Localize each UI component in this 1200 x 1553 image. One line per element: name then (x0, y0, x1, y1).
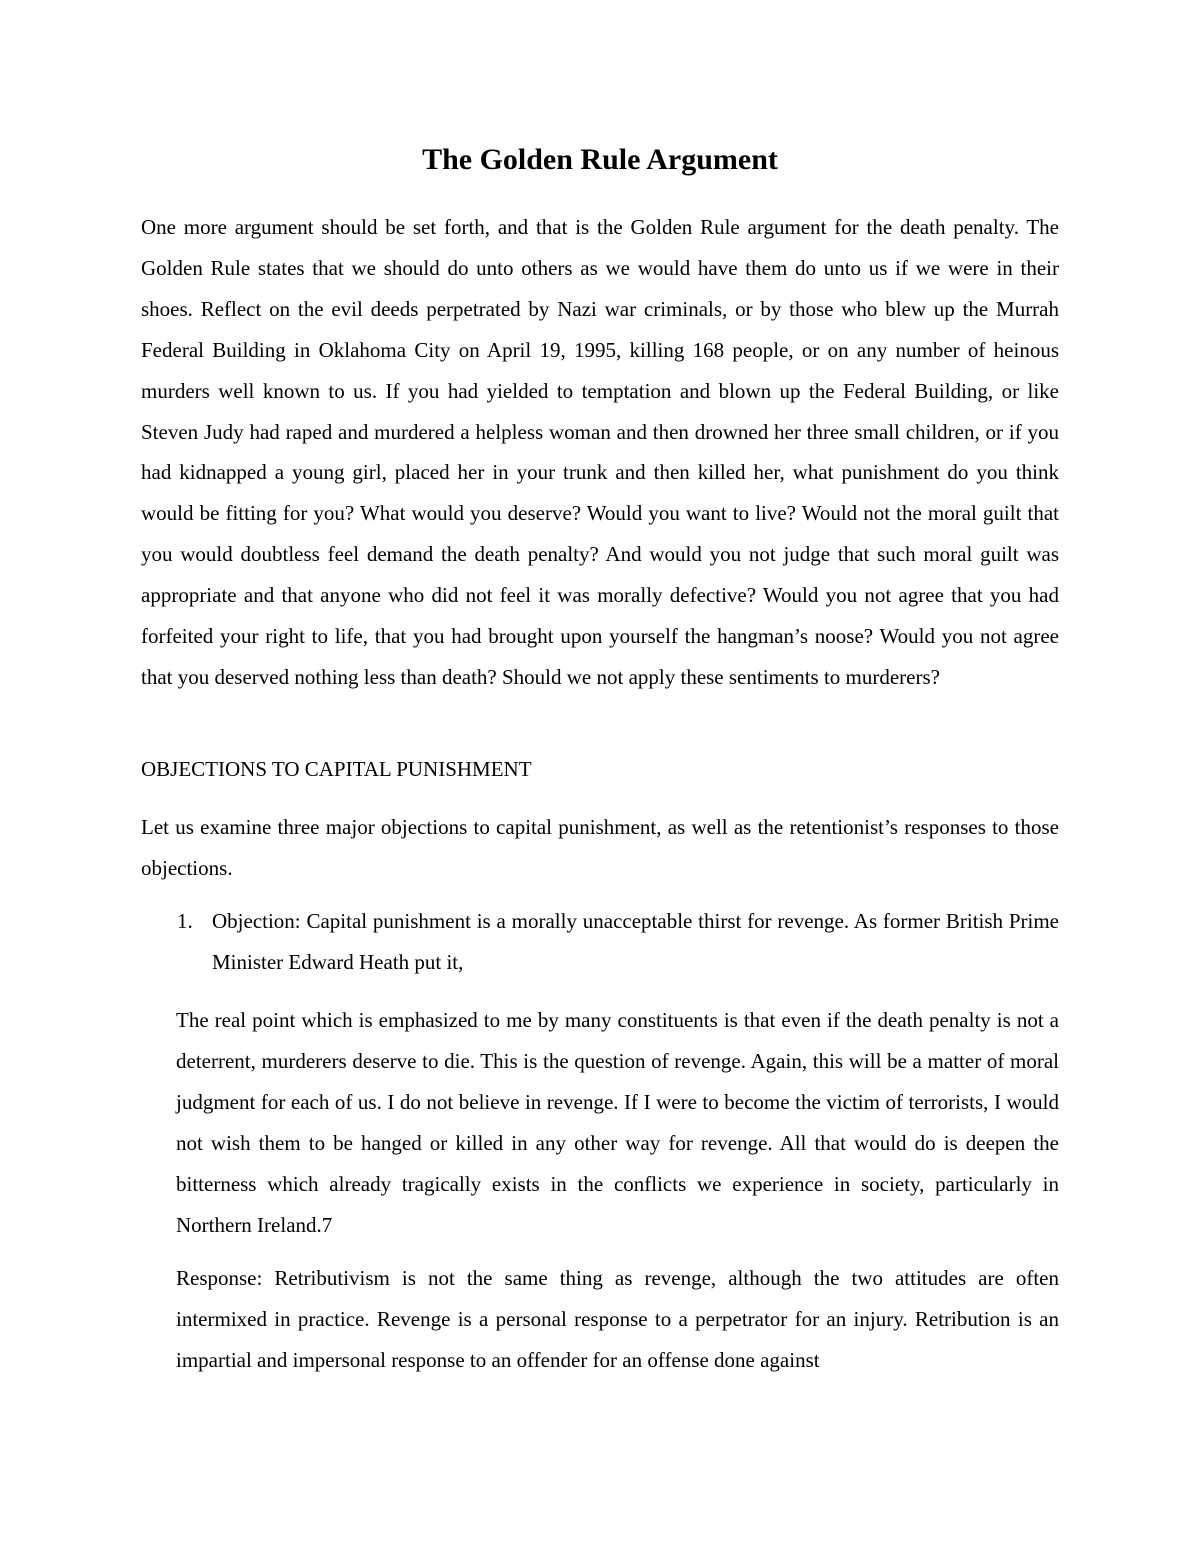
page-title: The Golden Rule Argument (422, 143, 778, 176)
objections-list (141, 901, 1059, 983)
section-heading: OBJECTIONS TO CAPITAL PUNISHMENT (141, 757, 532, 781)
list-item-text: Objection: Capital punishment is a morally unacceptable thirst for revenge. As former British Prime Minister Edward Heath put it, (212, 909, 1059, 974)
list-item-number: 1. (177, 909, 193, 933)
golden-rule-paragraph: One more argument should be set forth, and that is the Golden Rule argument for the death penalty. The Golden Rule states that we should do unto others as we would have them do unto us if we were in their shoes. Reflect on the evil deeds perpetrated by Nazi war criminals, or by those who blew up the Murrah Federal Building in Oklahoma City on April 19, 1995, killing 168 people, or on any number of heinous murders well known to us. If you had yielded to temptation and blown up the Federal Building, or like Steven Judy had raped and murdered a helpless woman and then drowned her three small children, or if you had kidnapped a young girl, placed her in your trunk and then killed her, what punishment do you think would be fitting for you? What would you deserve? Would you want to live? Would not the moral guilt that you would doubtless feel demand the death penalty? And would you not judge that such moral guilt was appropriate and that anyone who did not feel it was morally defective? Would you not agree that you had forfeited your right to life, that you had brought upon yourself the hangman’s noose? Would you not agree that you deserved nothing less than death? Should we not apply these sentiments to murderers? (141, 215, 1059, 689)
list-item (141, 901, 1059, 983)
block-quote: The real point which is emphasized to me by many constituents is that even if the death penalty is not a deterrent, murderers deserve to die. This is the question of revenge. Again, this will be a matter of moral judgment for each of us. I do not believe in revenge. If I were to become the victim of terrorists, I would not wish them to be hanged or killed in any other way for revenge. All that would do is deepen the bitterness which already tragically exists in the conflicts we experience in society, particularly in Northern Ireland.7 (176, 1008, 1059, 1237)
response-paragraph: Response: Retributivism is not the same thing as revenge, although the two attitudes are often intermixed in practice. Revenge is a personal response to a perpetrator for an injury. Retribution is an impartial and impersonal response to an offender for an offense done against (176, 1266, 1059, 1372)
objections-intro-paragraph: Let us examine three major objections to capital punishment, as well as the retentionist’s responses to those objections. (141, 815, 1059, 880)
